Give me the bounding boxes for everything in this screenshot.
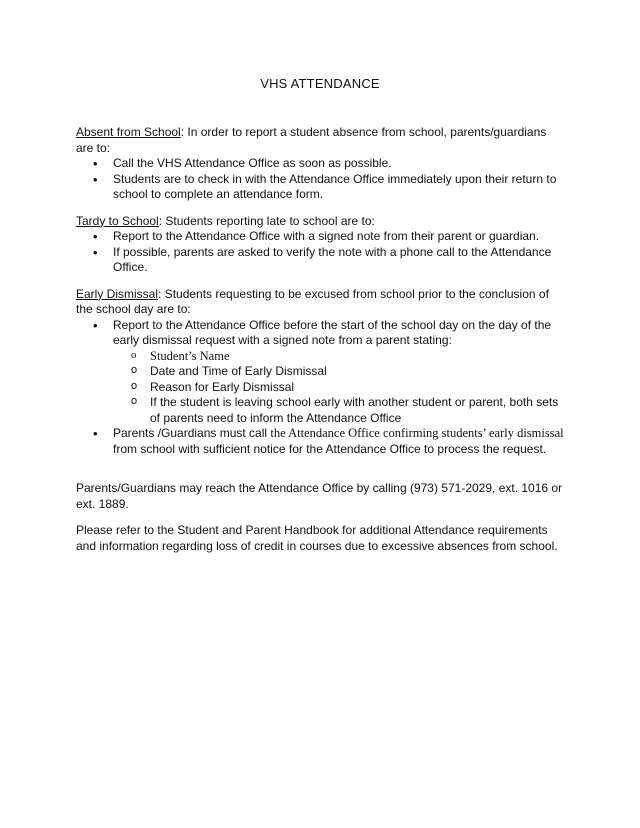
page-title: VHS ATTENDANCE: [260, 76, 380, 91]
absent-paragraph: [76, 125, 566, 156]
list-item: • If possible, parents are asked to verify the note with a phone call to the Attendance Office.: [76, 245, 566, 276]
tardy-intro: : Students reporting late to school are to:: [158, 213, 375, 228]
list-item: [76, 426, 566, 457]
contact-paragraph: Parents/Guardians may reach the Attendance Office by calling (973) 571-2029, ext. 1016 or ext. 1889.: [76, 481, 563, 511]
sub-list-item: o Reason for Early Dismissal: [113, 380, 566, 396]
absent-intro: : In order to report a student absence from school, parents/guardians are to:: [76, 125, 547, 155]
absent-heading: Absent from School: [76, 125, 181, 139]
early-dismissal-item-text: Report to the Attendance Office before the start of the school day on the day of the early dismissal request with a signed note from a parent stating:: [113, 317, 552, 347]
document-body: [76, 125, 566, 554]
item2-part-a: Parents /Guardians must call: [113, 426, 271, 440]
early-dismissal-paragraph: [76, 287, 566, 318]
sub-list-item: o Date and Time of Early Dismissal: [113, 364, 566, 380]
item2-part-b: the Attendance Office confirming students’ early dismissal: [270, 426, 564, 440]
absent-list: [76, 156, 566, 203]
tardy-list: [76, 229, 566, 276]
list-item: [76, 318, 566, 427]
tardy-paragraph: [76, 214, 566, 230]
early-dismissal-intro: : Students requesting to be excused from school prior to the conclusion of the school day are to:: [76, 286, 549, 316]
list-item: • Report to the Attendance Office with a signed note from their parent or guardian.: [76, 229, 566, 245]
sub-list-item: o Student’s Name: [113, 349, 566, 365]
tardy-heading: Tardy to School: [76, 213, 159, 228]
handbook-paragraph: Please refer to the Student and Parent Handbook for additional Attendance requirements and information regarding loss of credit in courses due to excessive absences from school.: [76, 523, 558, 553]
list-item: • Call the VHS Attendance Office as soon as possible.: [76, 156, 566, 172]
early-dismissal-heading: Early Dismissal: [76, 286, 159, 301]
sub-list-item: o If the student is leaving school early with another student or parent, both sets of parents need to inform the Attendance Office: [113, 395, 566, 426]
early-dismissal-list: [76, 318, 566, 458]
list-item: • Students are to check in with the Attendance Office immediately upon their return to school to complete an attendance form.: [76, 172, 566, 203]
early-dismissal-sublist: [113, 349, 566, 427]
item2-part-c: from school with sufficient notice for the Attendance Office to process the request.: [113, 441, 547, 456]
